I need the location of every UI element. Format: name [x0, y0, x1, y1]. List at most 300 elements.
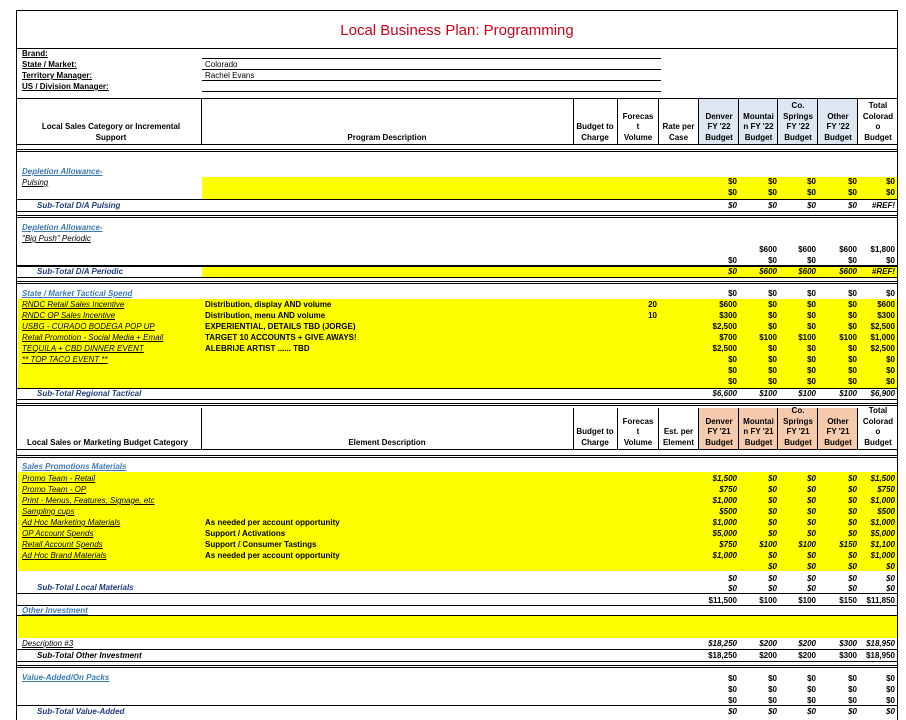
fy21-cosprings-header-line: FY '21	[786, 427, 810, 436]
tactical-desc: TARGET 10 ACCOUNTS + GIVE AWAYS!	[205, 333, 357, 342]
header-col-divider	[777, 99, 778, 144]
header-col-divider	[201, 408, 202, 449]
materials-row6-3: $150	[839, 540, 857, 549]
tactical-row2-3: $0	[848, 322, 857, 331]
fy22-denver-header-line: Budget	[705, 132, 733, 142]
tactical-item: ** TOP TACO EVENT **	[22, 355, 108, 364]
header-col-divider	[738, 99, 739, 144]
periodic-row1-3: $600	[839, 245, 857, 254]
tactical-row5-2: $0	[807, 355, 816, 364]
fy21-forecast-header-line: Volume	[623, 437, 653, 447]
tactical-row1-2: $0	[807, 311, 816, 320]
materials-row3-4: $500	[877, 507, 895, 516]
value-added-subtotal-3: $0	[848, 707, 857, 716]
fy21-other-header-line: Budget	[824, 437, 852, 447]
tactical-row7-4: $0	[886, 377, 895, 386]
fy22-mountain-header-line: n FY '22	[743, 122, 774, 131]
tactical-row3-2: $100	[798, 333, 816, 342]
tactical-subtotal-0: $6,600	[712, 389, 737, 398]
pulsing-row1-2: $0	[807, 177, 816, 186]
fy21-mountain-header-line: Mountai	[743, 416, 774, 426]
fy21-element-description-header: Element Description	[348, 438, 426, 447]
materials-row5-2: $0	[807, 529, 816, 538]
tactical-item: RNDC OP Sales Incentive	[22, 311, 116, 320]
materials-row4-4: $1,000	[870, 518, 895, 527]
tactical-row7-0: $0	[728, 377, 737, 386]
materials-row6-2: $100	[798, 540, 816, 549]
periodic-double-rule	[17, 281, 897, 284]
other-investment-item: Description #3	[22, 639, 74, 648]
fy21-double-rule	[17, 455, 897, 458]
fy21-est-header-line: Element	[662, 437, 695, 447]
tactical-section-values-0: $0	[728, 289, 737, 298]
other-investment-section: Other Investment	[22, 606, 88, 615]
materials-item: Ad Hoc Marketing Materials	[22, 518, 121, 527]
fy21-total-header-line: Total	[868, 406, 888, 415]
pulsing-row2-1: $0	[768, 188, 777, 197]
fy21-category-header: Local Sales or Marketing Budget Category	[27, 438, 188, 447]
row-divider	[17, 199, 897, 200]
tactical-row3-1: $100	[759, 333, 777, 342]
materials-row2-3: $0	[848, 496, 857, 505]
page-title: Local Business Plan: Programming	[17, 11, 897, 49]
tactical-row2-0: $2,500	[712, 322, 737, 331]
fy21-budget-header-line: Charge	[581, 437, 609, 447]
periodic-row2-0: $0	[728, 256, 737, 265]
fy21-cosprings-header-line: Springs	[783, 416, 813, 426]
header-col-divider	[817, 99, 818, 144]
periodic-subtotal-2: $600	[798, 267, 816, 276]
tactical-row4-4: $2,500	[870, 344, 895, 353]
materials-row2-4: $1,000	[870, 496, 895, 505]
tactical-row0-2: $0	[807, 300, 816, 309]
fy21-other-header-line: Other	[827, 416, 849, 426]
pulsing-subtotal-0: $0	[728, 201, 737, 210]
tactical-row3-3: $100	[839, 333, 857, 342]
value-added-row0-1: $0	[768, 674, 777, 683]
brand-underline	[202, 58, 661, 59]
materials-row5-1: $0	[768, 529, 777, 538]
materials-row6-1: $100	[759, 540, 777, 549]
fy21-forecast-header-line: Forecas	[622, 416, 654, 426]
tactical-volume: 20	[648, 300, 657, 309]
fy22-budget-header-line: Budget to	[576, 122, 614, 131]
periodic-subtotal-0: $0	[728, 267, 737, 276]
header-double-rule	[17, 149, 897, 152]
row-divider	[17, 661, 897, 662]
fy21-est-header-line: Est. per	[663, 427, 694, 436]
territory-value: Rachel Evans	[205, 71, 255, 80]
header-bottom-divider	[17, 144, 897, 145]
fy22-forecast-header-line: t	[636, 122, 640, 131]
value-added-subtotal-0: $0	[728, 707, 737, 716]
tactical-section-values-2: $0	[807, 289, 816, 298]
other-investment-subtotal-3: $300	[839, 651, 857, 660]
materials-subtotal-row1-0: $0	[728, 574, 737, 583]
pulsing-subtotal-2: $0	[807, 201, 816, 210]
tactical-double-rule	[17, 403, 897, 406]
fy22-cosprings-header-line: Budget	[784, 132, 812, 142]
materials-subtotal-row2-4: $0	[886, 584, 895, 593]
value-added-row1-0: $0	[728, 685, 737, 694]
periodic-subtotal-3: $600	[839, 267, 857, 276]
fy22-forecast-header-line: Forecas	[622, 111, 654, 121]
fy22-rate-header-line: Rate per	[662, 122, 695, 131]
other-investment-highlight	[18, 616, 897, 638]
tactical-volume: 10	[648, 311, 657, 320]
materials-grand-4: $11,850	[866, 596, 895, 605]
state-underline	[202, 69, 661, 70]
fy22-rate-header-line: Case	[668, 132, 689, 142]
materials-row0-1: $0	[768, 474, 777, 483]
other-investment-row-4: $18,950	[866, 639, 895, 648]
tactical-section-values-4: $0	[886, 289, 895, 298]
header-col-divider	[573, 99, 574, 144]
materials-item: Ad Hoc Brand Materials	[22, 551, 107, 560]
state-label: State / Market:	[22, 60, 77, 69]
tactical-row1-1: $0	[768, 311, 777, 320]
value-added-row0-0: $0	[728, 674, 737, 683]
value-added-row1-2: $0	[807, 685, 816, 694]
materials-item: Promo Team - Retail	[22, 474, 96, 483]
tactical-desc: EXPERIENTIAL, DETAILS TBD (JORGE)	[205, 322, 356, 331]
row-divider	[17, 399, 897, 400]
tactical-row5-0: $0	[728, 355, 737, 364]
header-col-divider	[857, 99, 858, 144]
fy22-cosprings-header-line: Co.	[791, 101, 805, 110]
fy22-total-header-line: Total	[868, 101, 888, 110]
materials-row8-1: $0	[768, 562, 777, 571]
tactical-row6-4: $0	[886, 366, 895, 375]
value-added-row0-3: $0	[848, 674, 857, 683]
materials-item: Print - Menus, Features, Signage, etc	[22, 496, 155, 505]
pulsing-double-rule	[17, 215, 897, 218]
materials-row8-4: $0	[886, 562, 895, 571]
depletion-periodic-section: Depletion Allowance-	[22, 223, 103, 232]
fy22-other-header-line: FY '22	[826, 122, 850, 131]
value-added-row1-1: $0	[768, 685, 777, 694]
tactical-row0-1: $0	[768, 300, 777, 309]
fy22-category-header-line: Local Sales Category or Incremental	[41, 122, 181, 131]
fy21-cosprings-header-line: Budget	[784, 437, 812, 447]
header-col-divider	[658, 99, 659, 144]
tactical-row3-0: $700	[719, 333, 737, 342]
materials-row0-4: $1,500	[870, 474, 895, 483]
pulsing-row2-4: $0	[886, 188, 895, 197]
materials-subtotal-row1-2: $0	[807, 574, 816, 583]
periodic-subtotal-1: $600	[759, 267, 777, 276]
fy21-total-header-line: Budget	[864, 437, 892, 447]
tactical-row4-1: $0	[768, 344, 777, 353]
fy22-total-header-line: o	[875, 122, 881, 131]
header-col-divider	[817, 408, 818, 449]
fy22-total-header-line: Budget	[864, 132, 892, 142]
materials-row1-2: $0	[807, 485, 816, 494]
tactical-desc: Distribution, display AND volume	[205, 300, 332, 309]
division-label: US / Division Manager:	[22, 82, 109, 91]
value-added-row0-4: $0	[886, 674, 895, 683]
fy22-forecast-header-line: Volume	[623, 132, 653, 142]
fy21-mountain-header-line: n FY '21	[743, 427, 774, 436]
materials-row5-4: $5,000	[870, 529, 895, 538]
periodic-subtotal-label: Sub-Total D/A Periodic	[37, 267, 124, 276]
pulsing-subtotal-4: #REF!	[871, 201, 895, 210]
tactical-row7-1: $0	[768, 377, 777, 386]
pulsing-subtotal-3: $0	[848, 201, 857, 210]
value-added-section: Value-Added/On Packs	[22, 673, 110, 682]
fy21-forecast-header-line: t	[636, 427, 640, 436]
materials-row0-0: $1,500	[712, 474, 737, 483]
periodic-row1-2: $600	[798, 245, 816, 254]
fy22-mountain-header-line: Mountai	[743, 111, 774, 121]
materials-grand-0: $11,500	[708, 596, 737, 605]
tactical-section: State / Market Tactical Spend	[22, 289, 133, 298]
tactical-section-values-1: $0	[768, 289, 777, 298]
tactical-row7-2: $0	[807, 377, 816, 386]
tactical-row0-3: $0	[848, 300, 857, 309]
pulsing-row2-2: $0	[807, 188, 816, 197]
materials-row7-4: $1,000	[870, 551, 895, 560]
header-col-divider	[573, 408, 574, 449]
fy21-budget-header-line: Budget to	[576, 427, 614, 436]
header-col-divider	[738, 408, 739, 449]
depletion-pulsing-item: Pulsing	[22, 178, 49, 187]
fy22-program-description-header: Program Description	[347, 133, 427, 142]
materials-grand-1: $100	[759, 596, 777, 605]
row-divider	[17, 705, 897, 706]
materials-desc: Support / Activations	[205, 529, 286, 538]
periodic-row2-2: $0	[807, 256, 816, 265]
materials-row7-1: $0	[768, 551, 777, 560]
division-underline	[202, 91, 661, 92]
tactical-row1-4: $300	[877, 311, 895, 320]
header-col-divider	[617, 408, 618, 449]
value-added-subtotal-label: Sub-Total Value-Added	[37, 707, 125, 716]
materials-item: Retail Account Spends	[22, 540, 103, 549]
materials-row3-0: $500	[719, 507, 737, 516]
materials-row8-3: $0	[848, 562, 857, 571]
materials-row8-2: $0	[807, 562, 816, 571]
fy21-total-header-line: o	[875, 427, 881, 436]
materials-row7-0: $1,000	[712, 551, 737, 560]
materials-grand-2: $100	[798, 596, 816, 605]
tactical-row7-3: $0	[848, 377, 857, 386]
other-investment-subtotal-4: $18,950	[866, 651, 895, 660]
fy21-header-bottom	[17, 449, 897, 450]
tactical-row2-4: $2,500	[870, 322, 895, 331]
pulsing-row1-4: $0	[886, 177, 895, 186]
tactical-row5-4: $0	[886, 355, 895, 364]
header-col-divider	[658, 408, 659, 449]
fy21-mountain-header-line: Budget	[744, 437, 773, 447]
materials-row3-3: $0	[848, 507, 857, 516]
value-added-row1-3: $0	[848, 685, 857, 694]
value-added-row2-4: $0	[886, 696, 895, 705]
materials-row2-1: $0	[768, 496, 777, 505]
materials-row6-0: $750	[719, 540, 737, 549]
tactical-row4-2: $0	[807, 344, 816, 353]
materials-row7-2: $0	[807, 551, 816, 560]
periodic-row2-4: $0	[886, 256, 895, 265]
materials-row0-3: $0	[848, 474, 857, 483]
depletion-periodic-item: "Big Push" Periodic	[22, 234, 91, 243]
materials-item: Promo Team - OP	[22, 485, 87, 494]
tactical-subtotal-3: $100	[839, 389, 857, 398]
brand-label: Brand:	[22, 49, 48, 58]
fy21-denver-header-line: Denver	[705, 416, 733, 426]
tactical-item: USBG - CURADO BODEGA POP UP	[22, 322, 155, 331]
materials-subtotal-row1-3: $0	[848, 574, 857, 583]
other-investment-subtotal-label: Sub-Total Other Investment	[37, 651, 142, 660]
periodic-row2-1: $0	[768, 256, 777, 265]
other-investment-double-rule	[17, 665, 897, 668]
tactical-row1-0: $300	[719, 311, 737, 320]
materials-subtotal-row2-2: $0	[807, 584, 816, 593]
materials-row1-3: $0	[848, 485, 857, 494]
materials-row2-2: $0	[807, 496, 816, 505]
materials-row5-0: $5,000	[712, 529, 737, 538]
header-col-divider	[617, 99, 618, 144]
tactical-item: TEQUILA + CBD DINNER EVENT	[22, 344, 144, 353]
row-divider	[17, 649, 897, 650]
row-divider	[17, 277, 897, 278]
materials-row1-1: $0	[768, 485, 777, 494]
tactical-section-values-3: $0	[848, 289, 857, 298]
header-col-divider	[857, 408, 858, 449]
materials-row3-2: $0	[807, 507, 816, 516]
fy22-other-header-line: Other	[827, 111, 849, 121]
periodic-row1-4: $1,800	[870, 245, 895, 254]
fy22-mountain-header-line: Budget	[744, 132, 773, 142]
periodic-subtotal-4: #REF!	[871, 267, 895, 276]
materials-row7-3: $0	[848, 551, 857, 560]
value-added-row1-4: $0	[886, 685, 895, 694]
other-investment-subtotal-0: $18,250	[708, 651, 737, 660]
tactical-row0-0: $600	[719, 300, 737, 309]
tactical-row6-1: $0	[768, 366, 777, 375]
materials-item: OP Account Spends	[22, 529, 94, 538]
pulsing-row1-3: $0	[848, 177, 857, 186]
tactical-item: RNDC Retail Sales Incentive	[22, 300, 125, 309]
other-investment-subtotal-1: $200	[759, 651, 777, 660]
row-divider	[17, 605, 897, 606]
tactical-item: Retail Promotion - Social Media + Email	[22, 333, 164, 342]
value-added-subtotal-4: $0	[886, 707, 895, 716]
materials-row4-0: $1,000	[712, 518, 737, 527]
value-added-row2-1: $0	[768, 696, 777, 705]
materials-subtotal-row1-1: $0	[768, 574, 777, 583]
other-investment-row-0: $18,250	[708, 639, 737, 648]
fy22-other-header-line: Budget	[824, 132, 852, 142]
materials-row0-2: $0	[807, 474, 816, 483]
periodic-row2-3: $0	[848, 256, 857, 265]
materials-row4-2: $0	[807, 518, 816, 527]
budget-sheet	[16, 10, 898, 720]
territory-underline	[202, 80, 661, 81]
tactical-row6-2: $0	[807, 366, 816, 375]
header-col-divider	[698, 99, 699, 144]
row-divider	[17, 593, 897, 594]
header-col-divider	[201, 99, 202, 144]
state-value: Colorado	[205, 60, 238, 69]
pulsing-row2-3: $0	[848, 188, 857, 197]
value-added-row2-3: $0	[848, 696, 857, 705]
materials-subtotal-row2-3: $0	[848, 584, 857, 593]
tactical-row2-2: $0	[807, 322, 816, 331]
tactical-row4-0: $2,500	[712, 344, 737, 353]
tactical-subtotal-2: $100	[798, 389, 816, 398]
fy22-cosprings-header-line: FY '22	[786, 122, 810, 131]
materials-grand-3: $150	[839, 596, 857, 605]
pulsing-row1-0: $0	[728, 177, 737, 186]
materials-row1-0: $750	[719, 485, 737, 494]
other-investment-subtotal-2: $200	[798, 651, 816, 660]
tactical-row5-3: $0	[848, 355, 857, 364]
fy21-other-header-line: FY '21	[826, 427, 850, 436]
materials-desc: As needed per account opportunity	[205, 518, 340, 527]
materials-row5-3: $0	[848, 529, 857, 538]
materials-subtotal-row2-0: $0	[728, 584, 737, 593]
tactical-subtotal-4: $6,900	[870, 389, 895, 398]
pulsing-row1-1: $0	[768, 177, 777, 186]
materials-item: Sampling cups	[22, 507, 75, 516]
materials-row1-4: $750	[877, 485, 895, 494]
value-added-subtotal-1: $0	[768, 707, 777, 716]
other-investment-row-2: $200	[798, 639, 816, 648]
header-col-divider	[698, 408, 699, 449]
value-added-row2-2: $0	[807, 696, 816, 705]
value-added-row2-0: $0	[728, 696, 737, 705]
materials-subtotal-label: Sub-Total Local Materials	[37, 583, 134, 592]
other-investment-row-3: $300	[839, 639, 857, 648]
fy22-total-header-line: Colorad	[862, 111, 894, 121]
pulsing-row2-0: $0	[728, 188, 737, 197]
tactical-row6-3: $0	[848, 366, 857, 375]
fy21-total-header-line: Colorad	[862, 416, 894, 426]
other-investment-row-1: $200	[759, 639, 777, 648]
fy21-denver-header-line: Budget	[705, 437, 733, 447]
fy21-denver-header-line: FY '21	[707, 427, 731, 436]
materials-desc: As needed per account opportunity	[205, 551, 340, 560]
tactical-row5-1: $0	[768, 355, 777, 364]
fy22-category-header-line: Support	[95, 132, 127, 142]
tactical-row1-3: $0	[848, 311, 857, 320]
territory-label: Territory Manager:	[22, 71, 93, 80]
header-col-divider	[777, 408, 778, 449]
row-divider	[17, 211, 897, 212]
tactical-subtotal-label: Sub-Total Regional Tactical	[37, 389, 142, 398]
tactical-row0-4: $600	[877, 300, 895, 309]
periodic-row1-1: $600	[759, 245, 777, 254]
fy22-cosprings-header-line: Springs	[783, 111, 813, 121]
materials-row3-1: $0	[768, 507, 777, 516]
pulsing-subtotal-label: Sub-Total D/A Pulsing	[37, 201, 121, 210]
materials-section: Sales Promotions Materials	[22, 462, 127, 471]
tactical-row3-4: $1,000	[870, 333, 895, 342]
tactical-row2-1: $0	[768, 322, 777, 331]
materials-row4-1: $0	[768, 518, 777, 527]
pulsing-subtotal-1: $0	[768, 201, 777, 210]
value-added-subtotal-2: $0	[807, 707, 816, 716]
depletion-pulsing-section: Depletion Allowance-	[22, 167, 103, 176]
tactical-desc: Distribution, menu AND volume	[205, 311, 326, 320]
tactical-row6-0: $0	[728, 366, 737, 375]
fy21-cosprings-header-line: Co.	[791, 406, 805, 415]
materials-row6-4: $1,100	[870, 540, 895, 549]
materials-row4-3: $0	[848, 518, 857, 527]
value-added-row0-2: $0	[807, 674, 816, 683]
tactical-subtotal-1: $100	[759, 389, 777, 398]
